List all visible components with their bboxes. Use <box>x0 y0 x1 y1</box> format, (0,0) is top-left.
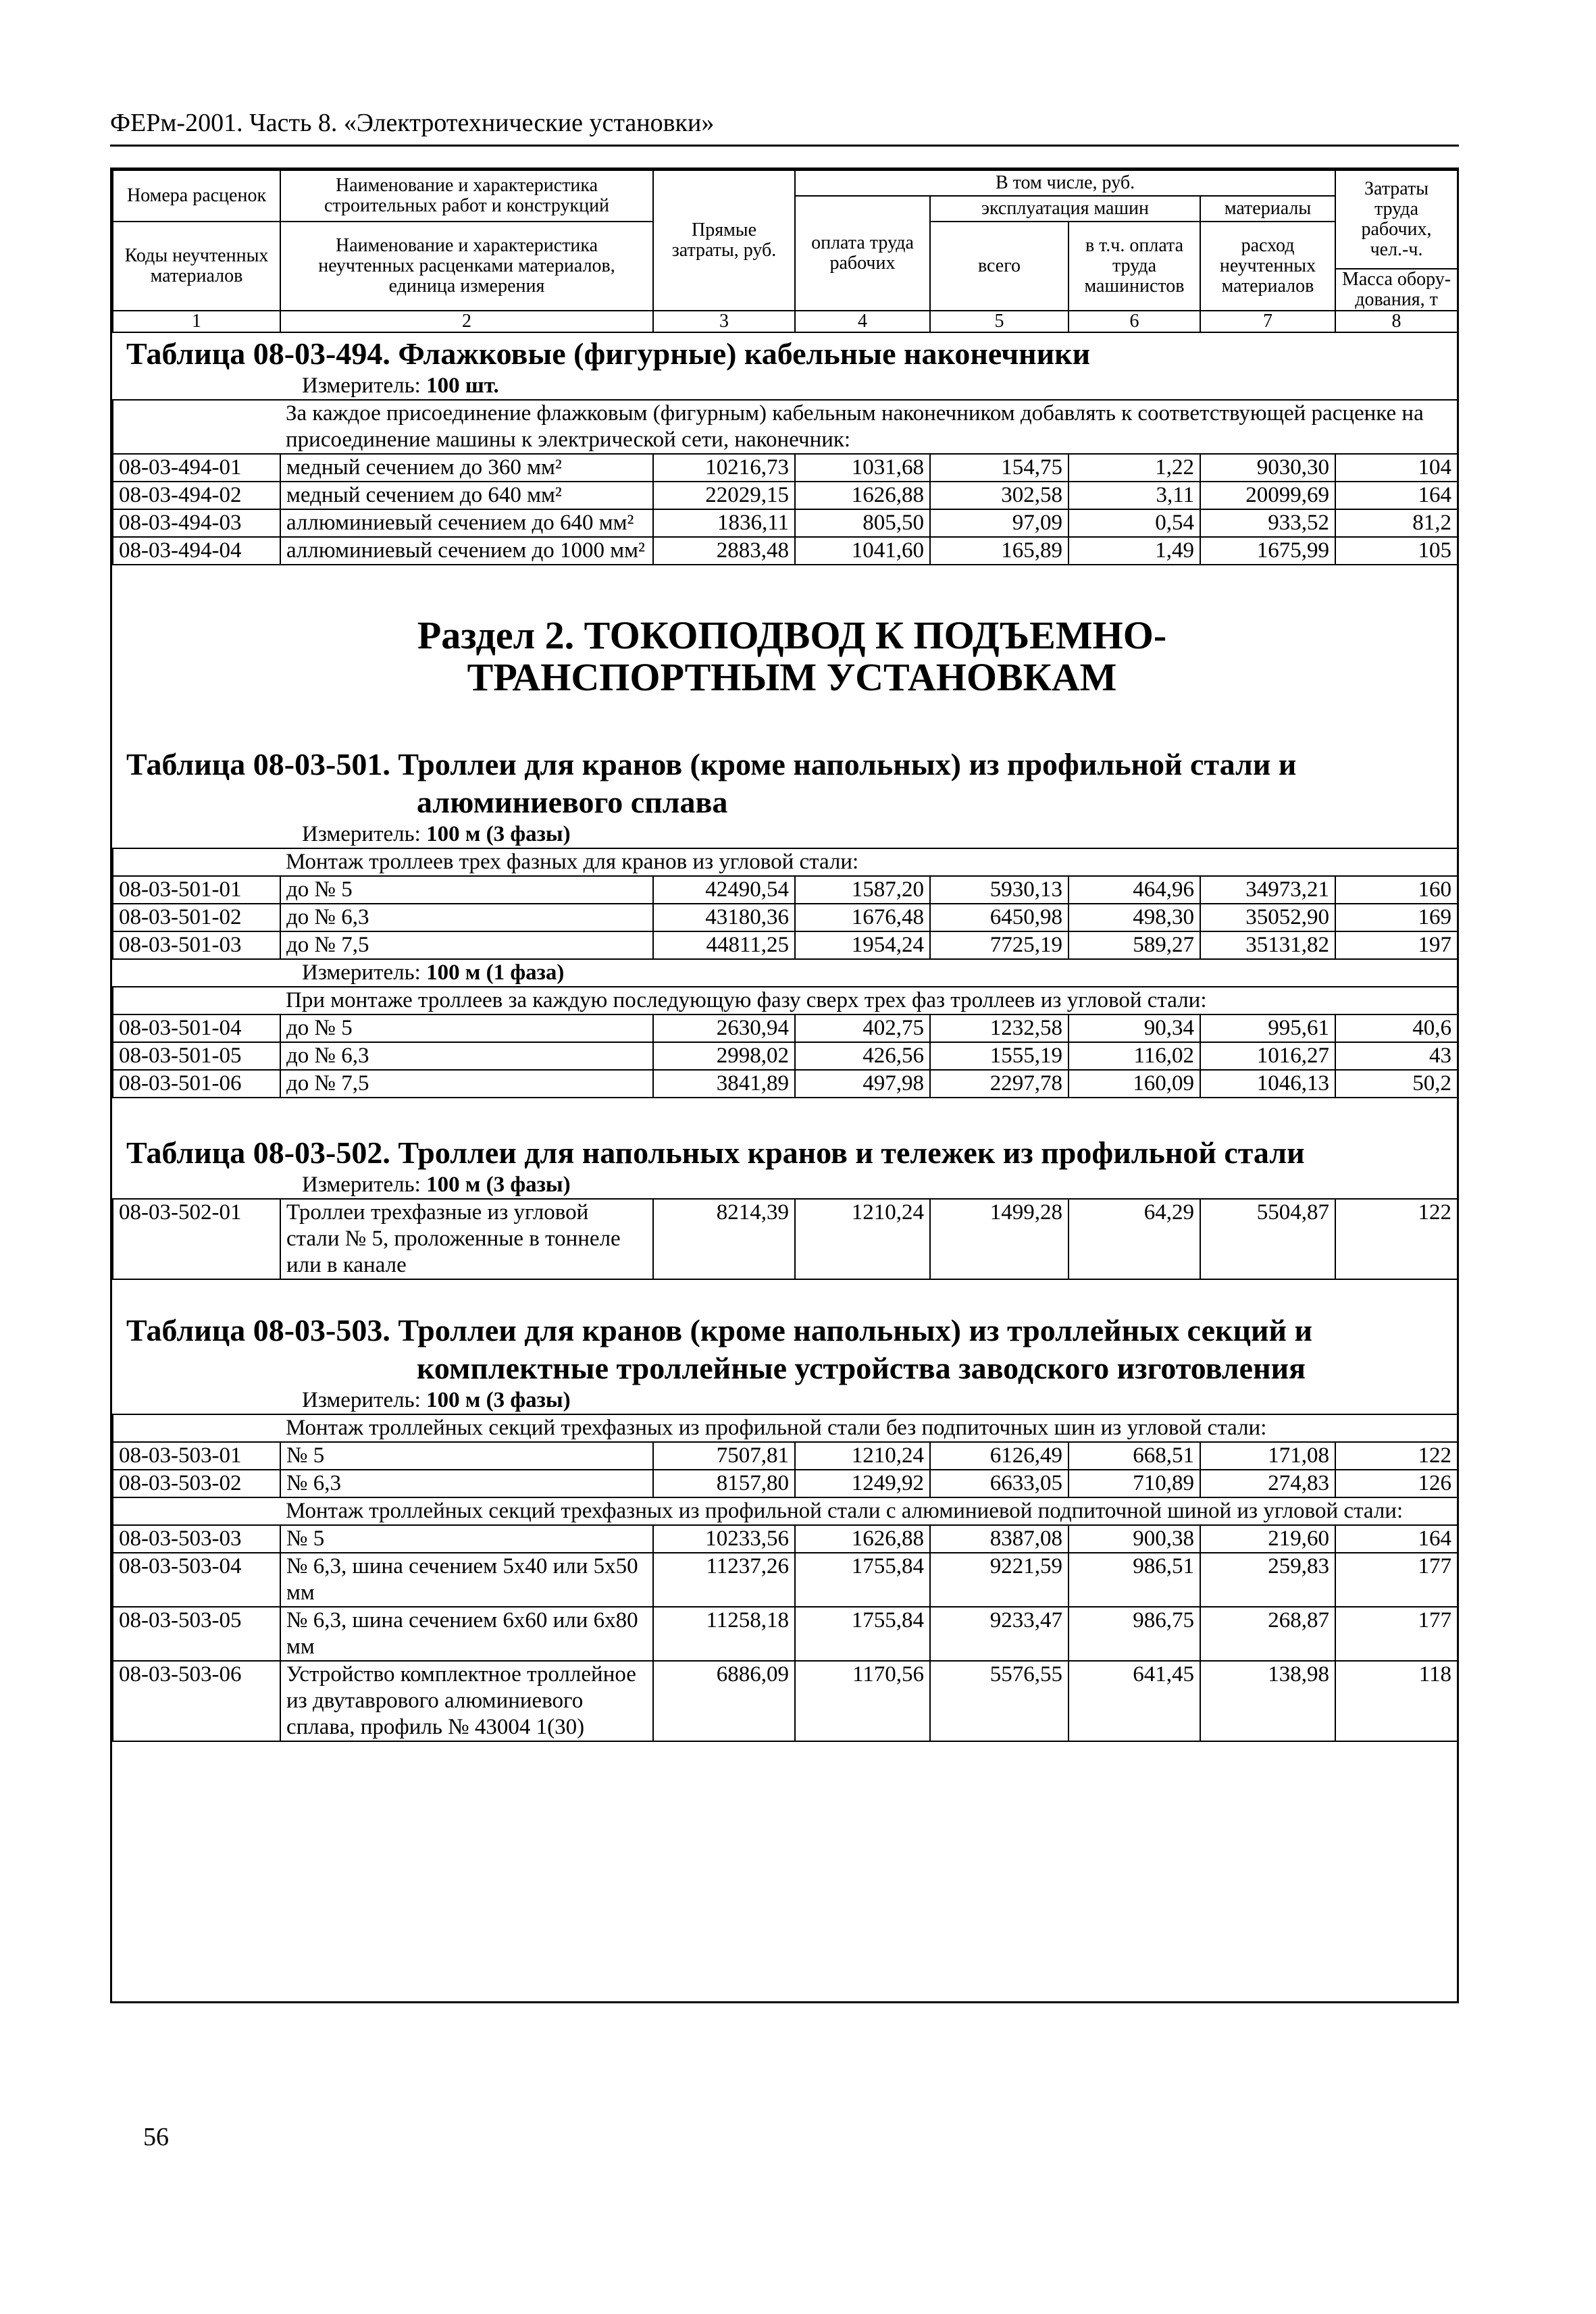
value-cell: 274,83 <box>1200 1470 1335 1497</box>
value-cell: 2297,78 <box>930 1070 1069 1098</box>
value-cell: 259,83 <box>1200 1553 1335 1607</box>
rate-code-cell: 08-03-503-01 <box>113 1442 280 1470</box>
value-cell: 1170,56 <box>795 1661 930 1741</box>
value-cell: 35131,82 <box>1200 931 1335 959</box>
value-cell: 498,30 <box>1069 904 1200 931</box>
value-cell: 402,75 <box>795 1014 930 1042</box>
table-row <box>113 1525 1458 1553</box>
value-cell: 426,56 <box>795 1042 930 1070</box>
section-title: Раздел 2. ТОКОПОДВОД К ПОДЪЕМНО-ТРАНСПОРТНЫМ УСТАНОВКАМ <box>417 613 1167 699</box>
description-cell: № 5 <box>280 1525 653 1553</box>
description-cell: до № 7,5 <box>280 1070 653 1098</box>
description-cell: № 6,3, шина сечением 6х60 или 6х80 мм <box>280 1607 653 1661</box>
value-cell: 6126,49 <box>930 1442 1069 1470</box>
value-cell: 1676,48 <box>795 904 930 931</box>
value-cell: 122 <box>1335 1199 1458 1279</box>
table-row <box>113 904 1458 931</box>
value-cell: 1232,58 <box>930 1014 1069 1042</box>
description-cell: Устройство комплектное троллейное из двутаврового алюминиевого сплава, профиль № 43004 1(30) <box>280 1661 653 1741</box>
rate-code-cell: 08-03-503-02 <box>113 1470 280 1497</box>
unit-of-measure: Измеритель: 100 м (3 фазы) <box>302 822 571 846</box>
col-number: 3 <box>653 311 795 332</box>
description-cell: Троллеи трехфазные из угловой стали № 5, проложенные в тоннеле или в канале <box>280 1199 653 1279</box>
value-cell: 34973,21 <box>1200 876 1335 904</box>
value-cell: 81,2 <box>1335 509 1458 537</box>
value-cell: 3,11 <box>1069 482 1200 509</box>
value-cell: 126 <box>1335 1470 1458 1497</box>
unit-of-measure: Измеритель: 100 м (1 фаза) <box>302 960 565 985</box>
group-heading: За каждое присоединение флажковым (фигурным) кабельным наконечником добавлять к соответствующей расценке на присоединение машины к электрической сети, наконечник: <box>280 400 1458 454</box>
col-head-labor: Затраты труда рабочих, чел.-ч. <box>1335 170 1458 269</box>
rate-code-cell: 08-03-501-03 <box>113 931 280 959</box>
description-cell: № 6,3 <box>280 1470 653 1497</box>
value-cell: 0,54 <box>1069 509 1200 537</box>
table-row <box>113 1070 1458 1098</box>
table-title: Таблица 08-03-502. Троллеи для напольных кранов и тележек из профильной стали <box>126 1135 1305 1170</box>
value-cell: 42490,54 <box>653 876 795 904</box>
description-cell: № 5 <box>280 1442 653 1470</box>
rate-code-cell: 08-03-494-04 <box>113 537 280 565</box>
value-cell: 197 <box>1335 931 1458 959</box>
group-heading: Монтаж троллеев трех фазных для кранов из угловой стали: <box>280 848 1458 876</box>
col-head-rate-numbers: Номера расценок <box>113 170 280 222</box>
value-cell: 589,27 <box>1069 931 1200 959</box>
table-row <box>113 482 1458 509</box>
value-cell: 1210,24 <box>795 1199 930 1279</box>
col-head-worker-pay: оплата труда рабочих <box>795 196 930 311</box>
unit-of-measure: Измеритель: 100 м (3 фазы) <box>302 1173 571 1197</box>
description-cell: до № 5 <box>280 876 653 904</box>
col-number: 4 <box>795 311 930 332</box>
value-cell: 986,75 <box>1069 1607 1200 1661</box>
table-row <box>113 1553 1458 1607</box>
value-cell: 805,50 <box>795 509 930 537</box>
value-cell: 160 <box>1335 876 1458 904</box>
rate-code-cell: 08-03-494-02 <box>113 482 280 509</box>
value-cell: 6886,09 <box>653 1661 795 1741</box>
value-cell: 1031,68 <box>795 454 930 482</box>
table-title-continued: алюминиевого сплава <box>417 785 728 819</box>
value-cell: 6633,05 <box>930 1470 1069 1497</box>
value-cell: 43180,36 <box>653 904 795 931</box>
value-cell: 5504,87 <box>1200 1199 1335 1279</box>
col-head-work-name: Наименование и характеристика строительных работ и конструкций <box>280 170 653 222</box>
rate-code-cell: 08-03-494-03 <box>113 509 280 537</box>
rate-code-cell: 08-03-501-05 <box>113 1042 280 1070</box>
value-cell: 90,34 <box>1069 1014 1200 1042</box>
value-cell: 1,49 <box>1069 537 1200 565</box>
table-row <box>113 1470 1458 1497</box>
col-head-material-consumption: расход неучтенных материалов <box>1200 222 1335 311</box>
description-cell: до № 6,3 <box>280 1042 653 1070</box>
value-cell: 10216,73 <box>653 454 795 482</box>
value-cell: 8387,08 <box>930 1525 1069 1553</box>
value-cell: 9221,59 <box>930 1553 1069 1607</box>
rate-code-cell: 08-03-501-01 <box>113 876 280 904</box>
col-head-operator-pay: в т.ч. оплата труда машинистов <box>1069 222 1200 311</box>
value-cell: 138,98 <box>1200 1661 1335 1741</box>
table-row <box>113 1042 1458 1070</box>
col-head-material-codes: Коды неучтенных материалов <box>113 222 280 311</box>
value-cell: 219,60 <box>1200 1525 1335 1553</box>
col-number: 7 <box>1200 311 1335 332</box>
table-row <box>113 1014 1458 1042</box>
rate-code-cell: 08-03-502-01 <box>113 1199 280 1279</box>
description-cell: до № 6,3 <box>280 904 653 931</box>
value-cell: 1626,88 <box>795 1525 930 1553</box>
value-cell: 1499,28 <box>930 1199 1069 1279</box>
value-cell: 171,08 <box>1200 1442 1335 1470</box>
value-cell: 104 <box>1335 454 1458 482</box>
value-cell: 2630,94 <box>653 1014 795 1042</box>
value-cell: 6450,98 <box>930 904 1069 931</box>
value-cell: 160,09 <box>1069 1070 1200 1098</box>
group-heading: Монтаж троллейных секций трехфазных из профильной стали с алюминиевой подпиточной шиной из угловой стали: <box>280 1497 1458 1525</box>
table-title: Таблица 08-03-501. Троллеи для кранов (кроме напольных) из профильной стали и <box>126 747 1297 781</box>
value-cell: 1046,13 <box>1200 1070 1335 1098</box>
value-cell: 5576,55 <box>930 1661 1069 1741</box>
col-number: 6 <box>1069 311 1200 332</box>
value-cell: 995,61 <box>1200 1014 1335 1042</box>
table-title-continued: комплектные троллейные устройства заводского изготовления <box>417 1351 1306 1385</box>
value-cell: 8214,39 <box>653 1199 795 1279</box>
value-cell: 1626,88 <box>795 482 930 509</box>
value-cell: 177 <box>1335 1607 1458 1661</box>
value-cell: 2883,48 <box>653 537 795 565</box>
table-row <box>113 931 1458 959</box>
unit-of-measure: Измеритель: 100 шт. <box>302 374 499 398</box>
value-cell: 118 <box>1335 1661 1458 1741</box>
value-cell: 7507,81 <box>653 1442 795 1470</box>
value-cell: 2998,02 <box>653 1042 795 1070</box>
description-cell: № 6,3, шина сечением 5х40 или 5х50 мм <box>280 1553 653 1607</box>
value-cell: 43 <box>1335 1042 1458 1070</box>
col-head-machines: эксплуатация машин <box>930 196 1200 222</box>
description-cell: до № 7,5 <box>280 931 653 959</box>
table-row <box>113 1442 1458 1470</box>
table-title: Таблица 08-03-494. Флажковые (фигурные) кабельные наконечники <box>126 336 1091 371</box>
table-row <box>113 537 1458 565</box>
value-cell: 8157,80 <box>653 1470 795 1497</box>
col-head-equipment-mass: Масса обору-дования, т <box>1335 269 1458 311</box>
value-cell: 10233,56 <box>653 1525 795 1553</box>
value-cell: 22029,15 <box>653 482 795 509</box>
value-cell: 9030,30 <box>1200 454 1335 482</box>
value-cell: 116,02 <box>1069 1042 1200 1070</box>
value-cell: 668,51 <box>1069 1442 1200 1470</box>
value-cell: 710,89 <box>1069 1470 1200 1497</box>
running-header: ФЕРм-2001. Часть 8. «Электротехнические установки» <box>110 108 1459 147</box>
value-cell: 1755,84 <box>795 1553 930 1607</box>
value-cell: 164 <box>1335 1525 1458 1553</box>
value-cell: 97,09 <box>930 509 1069 537</box>
value-cell: 3841,89 <box>653 1070 795 1098</box>
rate-code-cell: 08-03-503-06 <box>113 1661 280 1741</box>
description-cell: медный сечением до 640 мм² <box>280 482 653 509</box>
value-cell: 64,29 <box>1069 1199 1200 1279</box>
col-head-materials: материалы <box>1200 196 1335 222</box>
table-row <box>113 1661 1458 1741</box>
value-cell: 986,51 <box>1069 1553 1200 1607</box>
rate-code-cell: 08-03-501-02 <box>113 904 280 931</box>
value-cell: 20099,69 <box>1200 482 1335 509</box>
value-cell: 933,52 <box>1200 509 1335 537</box>
table-row <box>113 509 1458 537</box>
rate-code-cell: 08-03-501-06 <box>113 1070 280 1098</box>
value-cell: 11258,18 <box>653 1607 795 1661</box>
rates-table-frame <box>110 168 1459 2003</box>
value-cell: 44811,25 <box>653 931 795 959</box>
value-cell: 122 <box>1335 1442 1458 1470</box>
value-cell: 165,89 <box>930 537 1069 565</box>
description-cell: до № 5 <box>280 1014 653 1042</box>
value-cell: 1555,19 <box>930 1042 1069 1070</box>
value-cell: 1755,84 <box>795 1607 930 1661</box>
value-cell: 154,75 <box>930 454 1069 482</box>
rate-code-cell: 08-03-503-03 <box>113 1525 280 1553</box>
value-cell: 1954,24 <box>795 931 930 959</box>
value-cell: 1210,24 <box>795 1442 930 1470</box>
table-header <box>113 170 1458 332</box>
table-row <box>113 454 1458 482</box>
value-cell: 1041,60 <box>795 537 930 565</box>
value-cell: 1,22 <box>1069 454 1200 482</box>
value-cell: 1587,20 <box>795 876 930 904</box>
value-cell: 900,38 <box>1069 1525 1200 1553</box>
value-cell: 9233,47 <box>930 1607 1069 1661</box>
rate-code-cell: 08-03-494-01 <box>113 454 280 482</box>
value-cell: 35052,90 <box>1200 904 1335 931</box>
table-row <box>113 1607 1458 1661</box>
unit-of-measure: Измеритель: 100 м (3 фазы) <box>302 1388 571 1412</box>
value-cell: 50,2 <box>1335 1070 1458 1098</box>
col-head-machines-total: всего <box>930 222 1069 311</box>
value-cell: 1675,99 <box>1200 537 1335 565</box>
page-number: 56 <box>143 2123 169 2151</box>
value-cell: 464,96 <box>1069 876 1200 904</box>
value-cell: 302,58 <box>930 482 1069 509</box>
value-cell: 169 <box>1335 904 1458 931</box>
table-row <box>113 876 1458 904</box>
col-number: 5 <box>930 311 1069 332</box>
col-head-including: В том числе, руб. <box>795 170 1335 196</box>
group-heading: При монтаже троллеев за каждую последующую фазу сверх трех фаз троллеев из угловой стали: <box>280 987 1458 1014</box>
value-cell: 268,87 <box>1200 1607 1335 1661</box>
description-cell: аллюминиевый сечением до 1000 мм² <box>280 537 653 565</box>
value-cell: 1836,11 <box>653 509 795 537</box>
value-cell: 177 <box>1335 1553 1458 1607</box>
col-number: 1 <box>113 311 280 332</box>
rate-code-cell: 08-03-501-04 <box>113 1014 280 1042</box>
group-heading: Монтаж троллейных секций трехфазных из профильной стали без подпиточных шин из угловой стали: <box>280 1414 1458 1442</box>
value-cell: 7725,19 <box>930 931 1069 959</box>
description-cell: аллюминиевый сечением до 640 мм² <box>280 509 653 537</box>
value-cell: 641,45 <box>1069 1661 1200 1741</box>
table-title: Таблица 08-03-503. Троллеи для кранов (кроме напольных) из троллейных секций и <box>126 1313 1312 1347</box>
description-cell: медный сечением до 360 мм² <box>280 454 653 482</box>
value-cell: 164 <box>1335 482 1458 509</box>
rate-code-cell: 08-03-503-05 <box>113 1607 280 1661</box>
value-cell: 11237,26 <box>653 1553 795 1607</box>
value-cell: 105 <box>1335 537 1458 565</box>
value-cell: 497,98 <box>795 1070 930 1098</box>
col-number: 8 <box>1335 311 1458 332</box>
rate-code-cell: 08-03-503-04 <box>113 1553 280 1607</box>
rates-table <box>112 170 1458 1742</box>
col-head-direct-costs: Прямые затраты, руб. <box>653 170 795 311</box>
col-head-material-names: Наименование и характеристика неучтенных расценками материалов, единица измерения <box>280 222 653 311</box>
value-cell: 1249,92 <box>795 1470 930 1497</box>
value-cell: 40,6 <box>1335 1014 1458 1042</box>
value-cell: 1016,27 <box>1200 1042 1335 1070</box>
col-number: 2 <box>280 311 653 332</box>
table-row <box>113 1199 1458 1279</box>
value-cell: 5930,13 <box>930 876 1069 904</box>
